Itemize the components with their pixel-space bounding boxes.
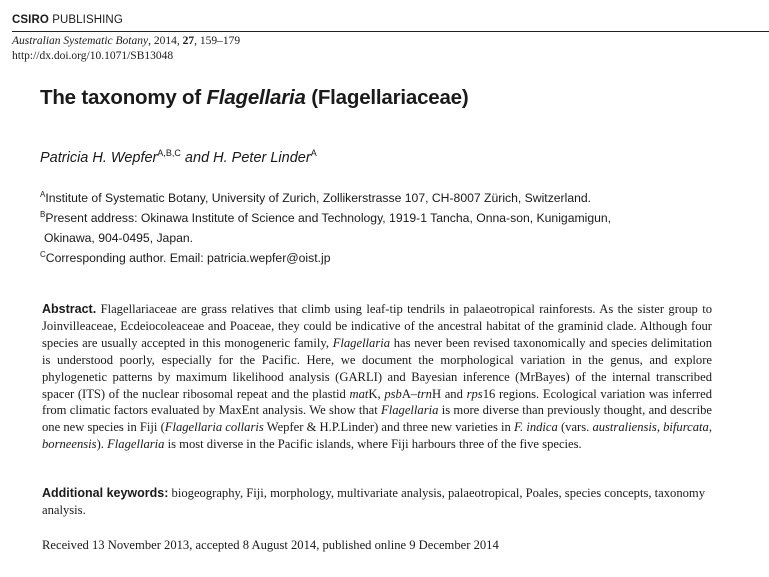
abstract-text: is more diverse than previously thought, and describe one new species in Fiji (: [42, 403, 712, 435]
keywords-heading: Additional keywords:: [42, 486, 169, 500]
publisher-logo: [12, 14, 123, 26]
abstract-text: (vars.: [557, 420, 593, 435]
additional-keywords: [42, 485, 712, 519]
affiliation-a-mark: A: [40, 190, 46, 199]
affiliation-c-mark: C: [40, 250, 46, 259]
affiliation-b-mark: B: [40, 210, 46, 219]
affiliations: [40, 188, 740, 268]
abstract-italic: rps: [466, 386, 483, 401]
journal-volume: 27: [182, 35, 195, 47]
abstract-text: ,: [656, 420, 664, 435]
affiliation-c: [40, 248, 740, 268]
author-2: H. Peter Linder: [213, 150, 311, 166]
abstract-text: A–: [401, 386, 418, 401]
abstract-text: Wepfer & H.P.Linder) and three new varieties in: [263, 420, 514, 435]
title-prefix: The taxonomy of: [40, 86, 207, 109]
publisher-bold: CSIRO: [12, 14, 49, 26]
journal-name: Australian Systematic Botany: [12, 35, 149, 47]
publisher-rest: PUBLISHING: [48, 14, 123, 26]
affiliation-b-text: Present address: Okinawa Institute of Science and Technology, 1919-1 Tancha, Onna-son, Kunigamigun,: [45, 211, 612, 225]
abstract-italic: mat: [349, 386, 369, 401]
title-suffix: (Flagellariaceae): [305, 86, 469, 109]
abstract-text: is most diverse in the Pacific islands, where Fiji harbours three of the five species.: [164, 437, 582, 452]
abstract-italic: psb: [384, 386, 402, 401]
abstract-text: H and: [431, 386, 467, 401]
abstract-text: K,: [368, 386, 385, 401]
abstract-text: ).: [96, 437, 108, 452]
author-list: [40, 150, 317, 166]
title-genus: Flagellaria: [206, 86, 306, 109]
affiliation-b-continued: Okinawa, 904-0495, Japan.: [44, 231, 194, 245]
abstract-text: has never been revised taxonomically and species delimitation is understood poorly, especially for the Pacific. Here, we document the morphological variation in the genus, and explore phylogenetic patterns by maximum likelihood analysis (GARLI) and Bayesian inference (MrBayes) of the internal transcribed spacer (ITS) of the nuclear ribosomal repeat and the plastid: [42, 335, 712, 401]
abstract-italic: borneensis: [42, 437, 97, 452]
keywords-text: biogeography, Fiji, morphology, multivariate analysis, palaeotropical, Poales, species concepts, taxonomy analysis.: [42, 486, 706, 517]
author-1: Patricia H. Wepfer: [40, 150, 158, 166]
abstract-text: ,: [708, 420, 712, 435]
abstract-italic: trn: [417, 386, 432, 401]
journal-year: , 2014,: [148, 35, 183, 47]
abstract-italic: Flagellaria collaris: [164, 420, 264, 435]
abstract-italic: Flagellaria: [381, 403, 439, 418]
article-title: [40, 86, 469, 110]
abstract-italic: bifurcata: [663, 420, 709, 435]
abstract-italic: australiensis: [592, 420, 657, 435]
affiliation-b: [40, 208, 740, 228]
journal-pages: , 159–179: [194, 35, 241, 47]
author-2-affil: A: [310, 148, 317, 158]
affiliation-c-text: Corresponding author. Email: patricia.wepfer@oist.jp: [45, 251, 331, 265]
author-1-affil: A,B,C: [157, 148, 181, 158]
abstract-text: 16 regions. Ecological variation was inferred from climatic factors evaluated by MaxEnt analysis. We show that: [42, 386, 712, 418]
abstract-italic: Flagellaria: [107, 437, 165, 452]
header-rule: [12, 31, 769, 32]
journal-citation: [12, 34, 240, 48]
abstract-italic: Flagellaria: [332, 335, 391, 350]
abstract: [42, 301, 712, 453]
received-dates: Received 13 November 2013, accepted 8 August 2014, published online 9 December 2014: [42, 538, 499, 552]
abstract-heading: Abstract.: [42, 302, 97, 316]
affiliation-a-text: Institute of Systematic Botany, University of Zurich, Zollikerstrasse 107, CH-8007 Zürich, Switzerland.: [45, 191, 592, 205]
abstract-italic: F. indica: [513, 420, 558, 435]
abstract-text: Flagellariaceae are grass relatives that climb using leaf-tip tendrils in palaeotropical rainforests. As the sister group to Joinvilleaceae, Ecdeiocoleaceae and Poaceae, they could be indicative of the ancestral habitat of the graminid clade. Although four species are usually accepted in this monogeneric family,: [42, 302, 712, 350]
affiliation-a: [40, 188, 740, 208]
doi-link[interactable]: http://dx.doi.org/10.1071/SB13048: [12, 50, 174, 62]
author-joiner: and: [180, 150, 214, 166]
